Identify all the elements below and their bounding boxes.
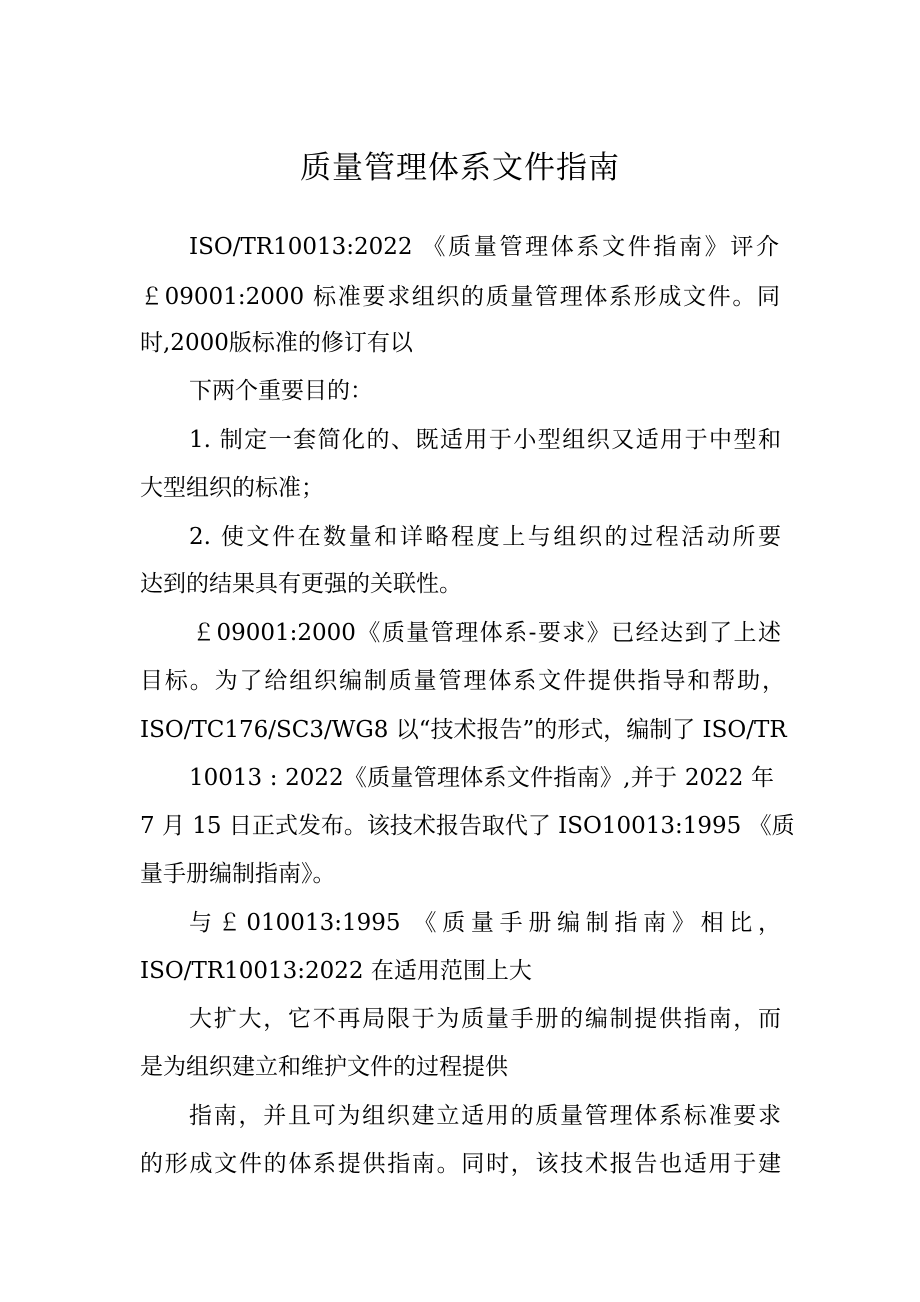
paragraph-line: 达到的结果具有更强的关联性。 <box>140 571 462 597</box>
paragraph-line: 的形成文件的体系提供指南。同时，该技术报告也适用于建 <box>140 1151 781 1177</box>
paragraph-line: 与￡010013:1995 《质量手册编制指南》相比， <box>189 910 781 936</box>
paragraph-line: 2. 使文件在数量和详略程度上与组织的过程活动所要 <box>189 524 781 550</box>
paragraph-line: 是为组织建立和维护文件的过程提供 <box>140 1054 508 1080</box>
paragraph-line: 下两个重要目的： <box>189 378 373 404</box>
paragraph-line: ISO/TR10013:2022 《质量管理体系文件指南》评介 <box>189 234 779 260</box>
paragraph-line: ￡09001:2000《质量管理体系-要求》已经达到了上述 <box>192 620 781 646</box>
paragraph-line: 目标。为了给组织编制质量管理体系文件提供指导和帮助， <box>140 668 785 694</box>
paragraph-line: ISO/TR10013:2022 在适用范围上大 <box>140 958 532 984</box>
paragraph-line: ￡09001:2000 标准要求组织的质量管理体系形成文件。同 <box>140 284 780 310</box>
paragraph-line: 10013 : 2022《质量管理体系文件指南》,并于 2022 年 <box>189 765 774 791</box>
paragraph-line: 7 月 15 日正式发布。该技术报告取代了 ISO10013:1995 《质 <box>140 813 795 839</box>
paragraph-line: 大扩大，它不再局限于为质量手册的编制提供指南，而 <box>189 1006 781 1032</box>
paragraph-line: 量手册编制指南》。 <box>140 861 336 887</box>
paragraph-line: 1. 制定一套简化的、既适用于小型组织又适用于中型和 <box>189 427 781 453</box>
paragraph-line: 指南，并且可为组织建立适用的质量管理体系标准要求 <box>189 1103 781 1129</box>
paragraph-line: ISO/TC176/SC3/WG8 以“技术报告”的形式，编制了 ISO/TR <box>140 717 787 743</box>
paragraph-line: 时,2000版标准的修订有以 <box>140 330 413 356</box>
paragraph-line: 大型组织的标准； <box>140 475 324 501</box>
page-title: 质量管理体系文件指南 <box>300 150 620 186</box>
